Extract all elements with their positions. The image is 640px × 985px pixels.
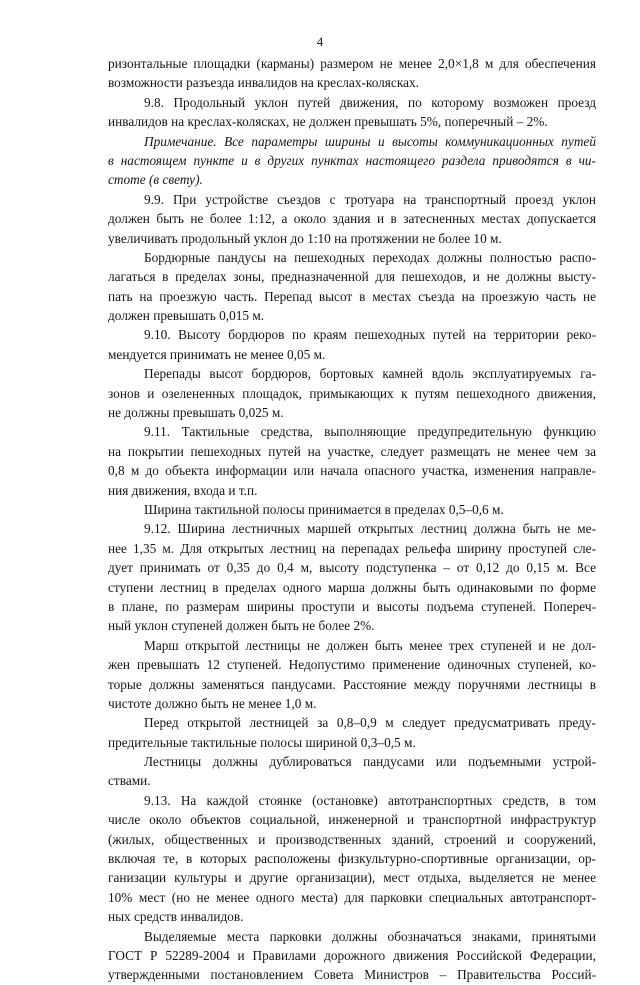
text-line: 10% мест (но не менее одного места) для парковки специальных автотранспорт- xyxy=(108,889,596,905)
text-line: включая те, в которых расположены физкультурно-спортивные организации, ор- xyxy=(108,851,596,867)
text-line: зонов и озелененных площадок, примыкающих к путям пешеходного движения, xyxy=(108,385,596,401)
text-line: инвалидов на креслах-колясках, не должен превышать 5%, поперечный – 2%. xyxy=(108,114,548,130)
text-line: Перед открытой лестницей за 0,8–0,9 м следует предусматривать преду- xyxy=(144,715,596,731)
text-line: ганизации культуры и другие организации), мест отдыха, выделяется не менее xyxy=(108,870,596,886)
text-line: дует принимать от 0,35 до 0,4 м, высоту подступенка – от 0,12 до 0,15 м. Все xyxy=(108,560,596,576)
text-line: увеличивать продольный уклон до 1:10 на протяжении не более 10 м. xyxy=(108,230,502,246)
text-line: (жилых, общественных и производственных зданий, строений и сооружений, xyxy=(108,831,596,847)
text-line: ный уклон ступеней должен быть не более 2%. xyxy=(108,618,375,634)
document-body xyxy=(108,54,596,985)
text-line: 9.12. Ширина лестничных маршей открытых лестниц должна быть не ме- xyxy=(144,521,596,537)
text-line: торые должны заменяться пандусами. Расстояние между поручнями лестницы в xyxy=(108,676,596,692)
text-line: 9.13. На каждой стоянке (остановке) автотранспортных средств, в том xyxy=(144,792,596,808)
text-line: ступени лестниц в пределах одного марша должны быть одинаковыми по форме xyxy=(108,579,596,595)
text-line: должен превышать 0,015 м. xyxy=(108,308,265,324)
text-line: в настоящем пункте и в других пунктах настоящего раздела приводятся в чи- xyxy=(108,152,596,168)
text-line: 9.9. При устройстве съездов с тротуара на транспортный проезд уклон xyxy=(144,191,596,207)
text-line: стоте (в свету). xyxy=(108,172,203,188)
text-line: 9.10. Высоту бордюров по краям пешеходных путей на территории реко- xyxy=(144,327,596,343)
text-line: возможности разъезда инвалидов на креслах-колясках. xyxy=(108,75,419,91)
text-line: должен быть не более 1:12, а около здания и в затесненных местах допускается xyxy=(108,211,596,227)
text-line: ных средств инвалидов. xyxy=(108,909,244,925)
text-line: Примечание. Все параметры ширины и высоты коммуникационных путей xyxy=(144,133,596,149)
text-line: 9.8. Продольный уклон путей движения, по которому возможен проезд xyxy=(144,94,596,110)
text-line: лагаться в пределах зоны, предназначенной для пешеходов, и не должны высту- xyxy=(108,269,596,285)
text-line: Лестницы должны дублироваться пандусами или подъемными устрой- xyxy=(144,754,596,770)
text-line: не должны превышать 0,025 м. xyxy=(108,405,284,421)
text-line: предительные тактильные полосы шириной 0,3–0,5 м. xyxy=(108,734,416,750)
text-line: ствами. xyxy=(108,773,151,789)
text-line: Ширина тактильной полосы принимается в пределах 0,5–0,6 м. xyxy=(144,501,504,517)
text-line: на покрытии пешеходных путей на участке, следует размещать не менее чем за xyxy=(108,443,596,459)
text-line: Перепады высот бордюров, бортовых камней вдоль эксплуатируемых га- xyxy=(144,366,596,382)
text-line: 9.11. Тактильные средства, выполняющие предупредительную функцию xyxy=(144,424,596,440)
text-line: Выделяемые места парковки должны обозначаться знаками, принятыми xyxy=(144,928,596,944)
text-line: в плане, по размерам ширины проступи и высоты подъема ступеней. Попереч- xyxy=(108,598,596,614)
text-line: жен превышать 12 ступеней. Недопустимо применение одиночных ступеней, ко- xyxy=(108,657,596,673)
text-line: пать на проезжую часть. Перепад высот в местах съезда на проезжую часть не xyxy=(108,288,596,304)
text-line: ГОСТ Р 52289-2004 и Правилами дорожного движения Российской Федерации, xyxy=(108,947,596,963)
text-line: Бордюрные пандусы на пешеходных переходах должны полностью распо- xyxy=(144,249,596,265)
text-line: чистоте должно быть не менее 1,0 м. xyxy=(108,695,317,711)
text-line: Марш открытой лестницы не должен быть менее трех ступеней и не дол- xyxy=(144,637,596,653)
text-line: мендуется принимать не менее 0,05 м. xyxy=(108,346,326,362)
text-line: нее 1,35 м. Для открытых лестниц на перепадах рельефа ширину проступей сле- xyxy=(108,540,596,556)
text-line: ризонтальные площадки (карманы) размером не менее 2,0×1,8 м для обеспечения xyxy=(108,56,596,71)
text-line: ния движения, входа и т.п. xyxy=(108,482,258,498)
text-line: числе около объектов социальной, инженерной и транспортной инфраструктур xyxy=(108,812,596,828)
text-line: утвержденными постановлением Совета Министров – Правительства Россий- xyxy=(108,967,596,983)
text-line: 0,8 м до объекта информации или начала опасного участка, изменения направле- xyxy=(108,463,596,479)
page-number: 4 xyxy=(316,34,324,49)
